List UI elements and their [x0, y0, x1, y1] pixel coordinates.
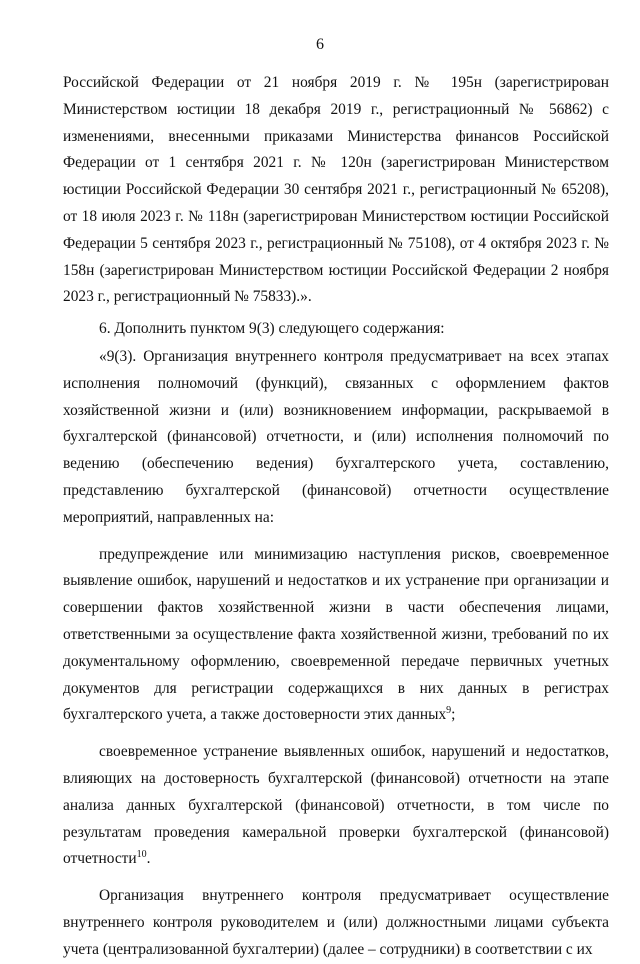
- paragraph-item-6: 6. Дополнить пунктом 9(3) следующего содержания:: [99, 320, 445, 338]
- footnote-ref-9: 9: [446, 705, 452, 717]
- document-body: [63, 70, 609, 964]
- paragraph-elimination-text: своевременное устранение выявленных ошибок, нарушений и недостатков, влияющих на достоверность бухгалтерской (финансовой) отчетности на этапе анализа данных бухгалтерской (финансовой) отчетности, в том числе по результатам проведения камеральной проверки бухгалтерской (финансовой) отчетности: [63, 743, 609, 868]
- paragraph-elimination-end: .: [146, 850, 151, 868]
- paragraph-prevention: [63, 542, 609, 730]
- paragraph-continuation: Российской Федерации от 21 ноября 2019 г. № 195н (зарегистрирован Министерством юстиции 18 декабря 2019 г., регистрационный № 56862) с изменениями, внесенными приказами Министерства финансов Российской Федерации от 1 сентября 2021 г. № 120н (зарегистрирован Министерством юстиции Российской Федерации 30 сентября 2021 г., регистрационный № 65208), от 18 июля 2023 г. № 118н (зарегистрирован Министерством юстиции Российской Федерации 5 сентября 2023 г., регистрационный № 75108), от 4 октября 2023 г. № 158н (зарегистрирован Министерством юстиции Российской Федерации 2 ноября 2023 г., регистрационный № 75833).».: [63, 74, 609, 306]
- paragraph-prevention-text: предупреждение или минимизацию наступления рисков, своевременное выявление ошибок, нарушений и недостатков и их устранение при организации и совершении фактов хозяйственной жизни в части обеспечения лицами, ответственными за осуществление факта хозяйственной жизни, требований по их документальному оформлению, своевременной передаче первичных учетных документов для регистрации содержащихся в них данных в регистрах бухгалтерского учета, а также достоверности этих данных: [63, 545, 609, 724]
- paragraph-prevention-end: ;: [451, 706, 456, 724]
- paragraph-internal-control: Организация внутреннего контроля предусматривает осуществление внутреннего контроля руководителем и (или) должностными лицами субъекта учета (централизованной бухгалтерии) (далее – сотрудники) в соответствии с их: [63, 887, 609, 958]
- page-number: 6: [316, 36, 324, 53]
- paragraph-point-9-3: «9(3). Организация внутреннего контроля предусматривает на всех этапах исполнения полномочий (функций), связанных с оформлением фактов хозяйственной жизни и (или) возникновением информации, раскрываемой в бухгалтерской (финансовой) отчетности, и (или) исполнения полномочий по ведению (обеспечению ведения) бухгалтерского учета, составлению, представлению бухгалтерской (финансовой) отчетности осуществление мероприятий, направленных на:: [63, 347, 609, 526]
- paragraph-elimination: [63, 739, 609, 873]
- footnote-ref-10: 10: [136, 849, 147, 861]
